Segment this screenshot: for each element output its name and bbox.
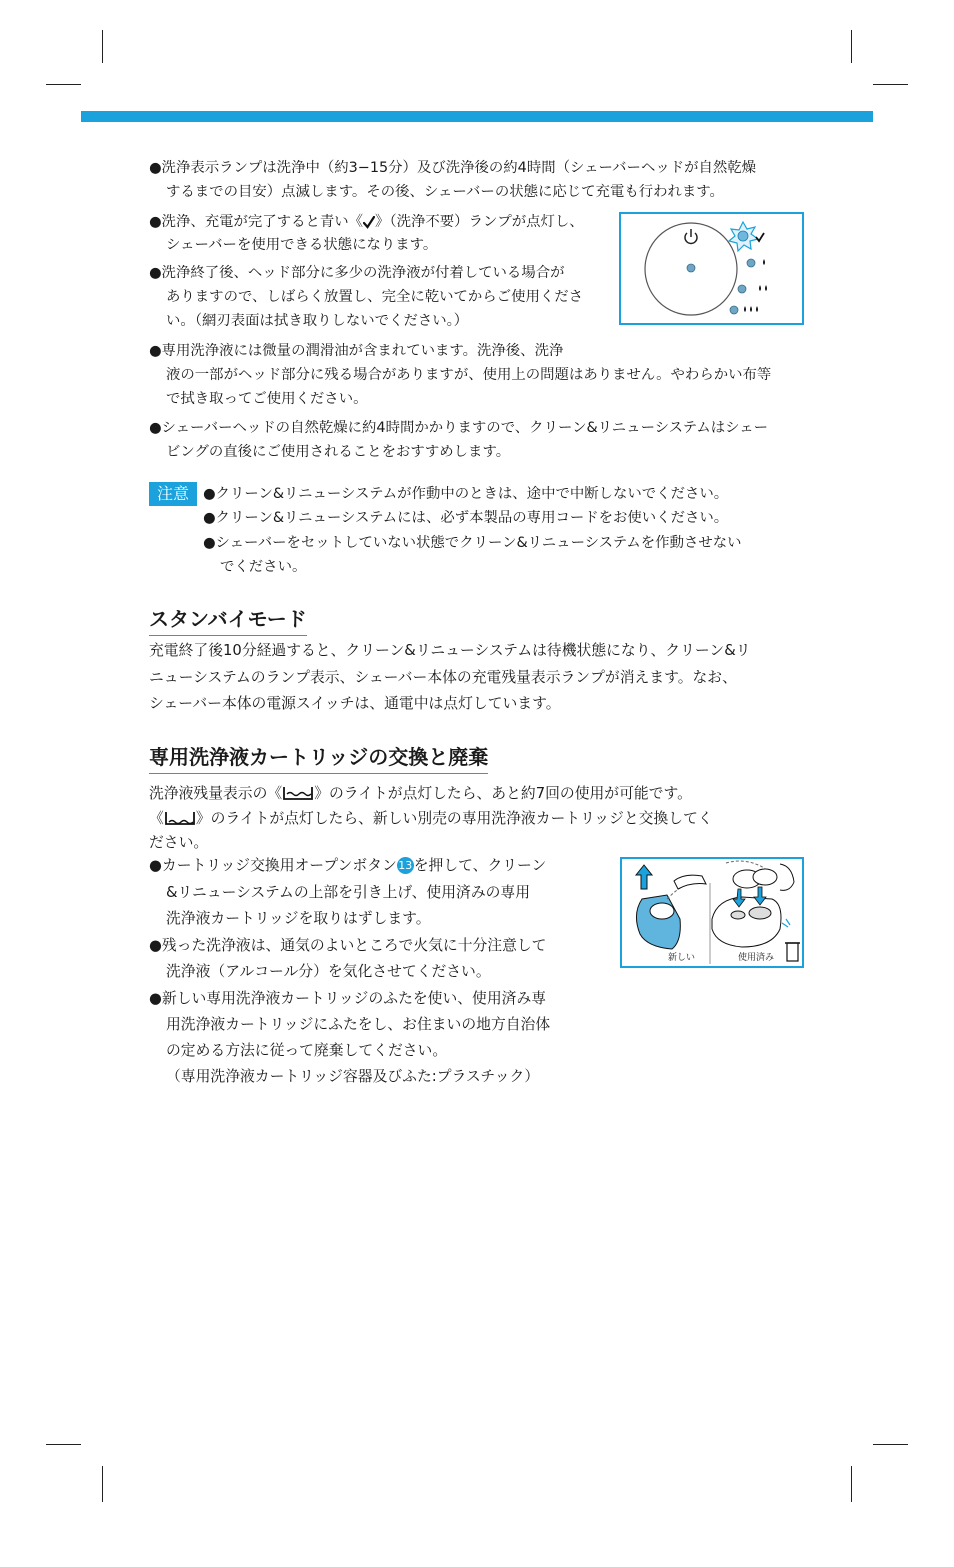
- drop-icon: [763, 259, 765, 265]
- check-icon: [756, 233, 764, 241]
- lamp-check-lit: [729, 222, 764, 251]
- crop-mark: [851, 30, 852, 63]
- crop-mark: [102, 1466, 103, 1502]
- bullet-line: 用洗浄液カートリッジにふたをし、お住まいの地方自治体: [166, 1016, 551, 1033]
- bullet-line: い。（網刃表面は拭き取りしないでください。）: [166, 313, 469, 329]
- paragraph-line: シェーバー本体の電源スイッチは、通電中は点灯しています。: [149, 695, 561, 712]
- bullet-line: ●洗浄表示ランプは洗浄中（約3−15分）及び洗浄後の約4時間（シェーバーヘッドが自然乾燥: [149, 160, 757, 176]
- crop-mark: [102, 30, 103, 63]
- bullet-line: ビングの直後にご使用されることをおすすめします。: [166, 444, 511, 460]
- bullet-line: ありますので、しばらく放置し、完全に乾いてからご使用くださ: [166, 289, 584, 305]
- header-bar: [81, 111, 873, 122]
- crop-mark: [46, 1444, 81, 1445]
- crop-mark: [851, 1466, 852, 1502]
- cartridge-replace-figure: [620, 857, 804, 968]
- bullet-line: 液の一部がヘッド部分に残る場合がありますが、使用上の問題はありません。やわらかい布等: [166, 367, 772, 383]
- crop-mark: [46, 84, 81, 85]
- bullet-line: の定める方法に従って廃棄してください。: [166, 1042, 448, 1059]
- caution-line: ●クリーン&リニューシステムが作動中のときは、途中で中断しないでください。: [203, 486, 729, 502]
- bullet-line: ●洗浄、充電が完了すると青い《 》（洗浄不要）ランプが点灯し、: [149, 210, 584, 237]
- caution-tag: 注意: [149, 482, 197, 506]
- bullet-line: &リニューシステムの上部を引き上げ、使用済みの専用: [166, 884, 531, 901]
- label-new: 新しい: [668, 953, 696, 963]
- lamp-panel-figure: [619, 212, 804, 325]
- caution-line: ●クリーン&リニューシステムには、必ず本製品の専用コードをお使いください。: [203, 510, 729, 526]
- bullet-line: ●残った洗浄液は、通気のよいところで火気に十分注意して: [149, 937, 547, 954]
- bullet-line: 洗浄液カートリッジを取りはずします。: [166, 910, 431, 927]
- arrow-up-icon: [636, 865, 652, 889]
- paragraph-line: 洗浄液残量表示の《 》のライトが点灯したら、あと約7回の使用が可能です。: [149, 780, 692, 810]
- paragraph-line: 充電終了後10分経過すると、クリーン&リニューシステムは待機状態になり、クリーン&リ: [149, 642, 751, 659]
- caution-line: でください。: [220, 559, 307, 575]
- bullet-line: （専用洗浄液カートリッジ容器及びふた:プラスチック）: [166, 1068, 540, 1085]
- bullet-line: ●シェーバーヘッドの自然乾燥に約4時間かかりますので、クリーン&リニューシステムはシェー: [149, 420, 769, 436]
- bullet-line: 洗浄液（アルコール分）を気化させてください。: [166, 963, 491, 980]
- caution-line: ●シェーバーをセットしていない状態でクリーン&リニューシステムを作動させない: [203, 535, 742, 551]
- label-used: 使用済み: [738, 953, 775, 963]
- paragraph-line: 《 》のライトが点灯したら、新しい別売の専用洗浄液カートリッジと交換してく: [149, 805, 713, 835]
- bullet-line: で拭き取ってご使用ください。: [166, 391, 368, 407]
- section-heading-cartridge: 専用洗浄液カートリッジの交換と廃棄: [149, 743, 488, 774]
- bullet-line: ●カートリッジ交換用オープンボタン 13 を押して、クリーン: [149, 857, 547, 874]
- bullet-line: ●新しい専用洗浄液カートリッジのふたを使い、使用済み専: [149, 990, 547, 1007]
- bullet-line: するまでの目安）点滅します。その後、シェーバーの状態に応じて充電も行われます。: [166, 184, 724, 200]
- paragraph-line: ださい。: [149, 834, 209, 851]
- crop-mark: [873, 1444, 908, 1445]
- bullet-line: ●専用洗浄液には微量の潤滑油が含まれています。洗浄後、洗浄: [149, 343, 564, 359]
- trash-icon: [785, 943, 800, 961]
- open-button-number-badge: 13: [398, 859, 413, 872]
- bullet-line: シェーバーを使用できる状態になります。: [166, 237, 438, 253]
- paragraph-line: ニューシステムのランプ表示、シェーバー本体の充電残量表示ランプが消えます。なお、: [149, 669, 737, 686]
- bullet-line: ●洗浄終了後、ヘッド部分に多少の洗浄液が付着している場合が: [149, 265, 565, 281]
- crop-mark: [873, 84, 908, 85]
- section-heading-standby: スタンバイモード: [149, 605, 307, 636]
